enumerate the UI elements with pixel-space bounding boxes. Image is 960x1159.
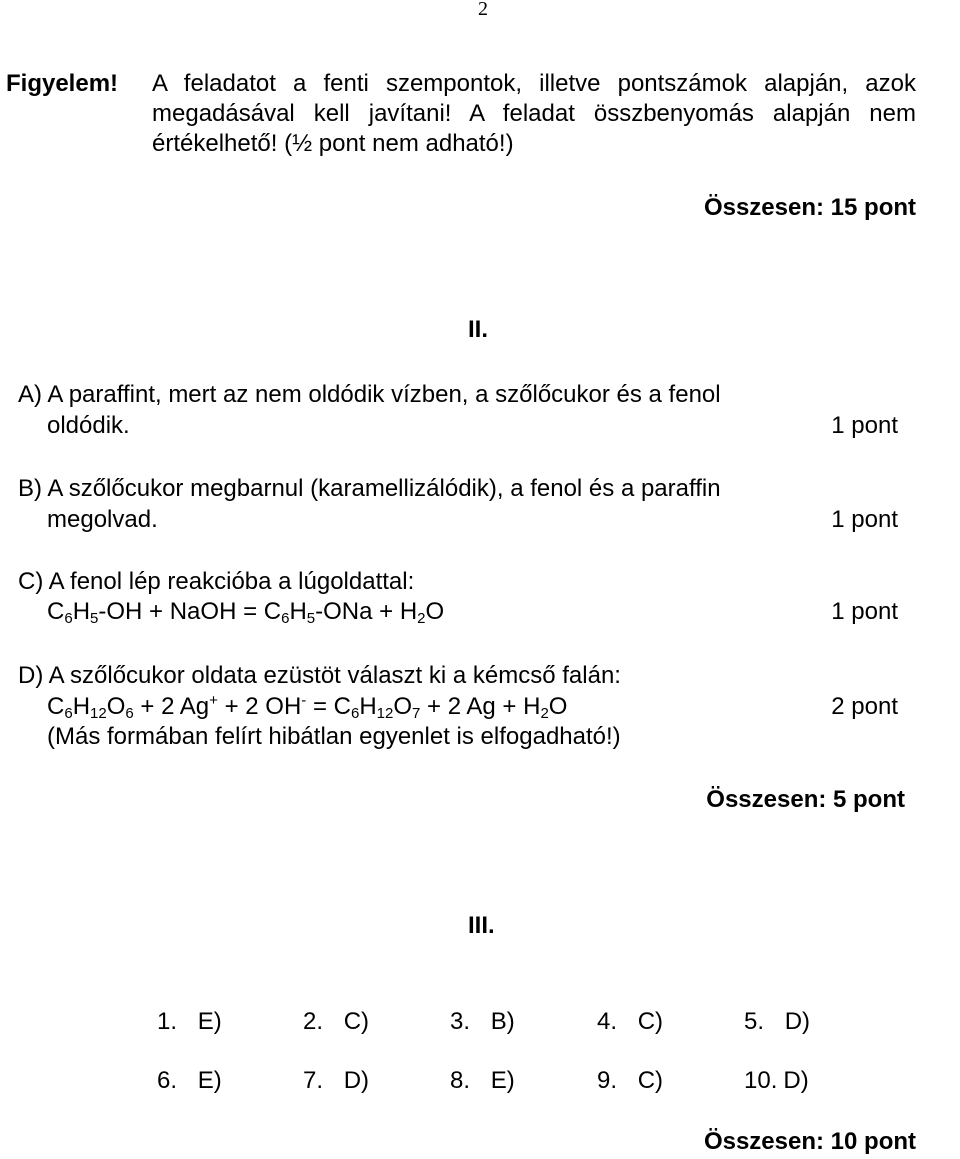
answer-letter: E) — [197, 1067, 222, 1094]
eq-c-part: -OH + NaOH = C — [98, 598, 282, 625]
answer-num: 6. — [157, 1067, 178, 1094]
page-number: 2 — [478, 0, 488, 20]
answer-d-equation — [47, 692, 567, 722]
answer-b-line-1: B) A szőlőcukor megbarnul (karamellizálódik), a fenol és a paraffin — [18, 475, 721, 502]
answer-b-line-2: megolvad. — [47, 506, 158, 533]
eq-d-sub: 6 — [350, 705, 360, 722]
eq-d-sub: 2 — [540, 705, 549, 722]
eq-c-part: -ONa + H — [315, 598, 418, 625]
eq-d-part: H — [72, 693, 91, 720]
answer-num: 4. — [597, 1008, 618, 1035]
notice-label: Figyelem! — [6, 70, 119, 97]
answer-letter: D) — [783, 1067, 809, 1094]
eq-d-part: O — [106, 693, 126, 720]
eq-c-part: O — [425, 598, 445, 625]
answer-item — [303, 1066, 369, 1096]
eq-c-sub: 6 — [64, 610, 73, 627]
answer-item — [157, 1007, 222, 1037]
answer-letter: E) — [490, 1067, 515, 1094]
answer-letter: C) — [637, 1067, 664, 1094]
answer-letter: B) — [490, 1008, 515, 1035]
eq-d-sub: 12 — [376, 705, 394, 722]
answer-d-points: 2 pont — [831, 693, 898, 720]
notice-line-3: értékelhető! (½ pont nem adható!) — [152, 130, 514, 157]
eq-d-part: + 2 Ag — [133, 693, 210, 720]
answer-num: 2. — [303, 1008, 324, 1035]
eq-d-part: H — [359, 693, 377, 720]
answer-a-line-1: A) A paraffint, mert az nem oldódik vízben, a szőlőcukor és a fenol — [18, 381, 721, 408]
notice-line-2: megadásával kell javítani! A feladat összbenyomás alapján nem — [152, 100, 916, 127]
answer-num: 3. — [450, 1008, 471, 1035]
answer-item — [157, 1066, 222, 1096]
answer-d-line-1: D) A szőlőcukor oldata ezüstöt választ ki a kémcső falán: — [18, 662, 621, 689]
answer-item — [597, 1007, 663, 1037]
answer-item — [450, 1066, 515, 1096]
eq-d-part: C — [47, 693, 65, 720]
answer-b-points: 1 pont — [831, 506, 898, 533]
eq-d-part: = C — [306, 693, 351, 720]
eq-d-sup: - — [301, 692, 307, 709]
eq-c-sub: 2 — [417, 610, 426, 627]
answer-num: 9. — [597, 1067, 618, 1094]
eq-d-part: O — [548, 693, 568, 720]
total-10-points: Összesen: 10 pont — [703, 1128, 916, 1155]
answer-num: 7. — [303, 1067, 324, 1094]
section-3-heading: III. — [468, 912, 495, 939]
answer-num: 10. — [744, 1067, 778, 1094]
eq-d-sub: 12 — [90, 705, 107, 722]
answer-a-line-2: oldódik. — [47, 412, 130, 439]
answer-item — [597, 1066, 663, 1096]
answer-letter: E) — [197, 1008, 222, 1035]
answer-num: 5. — [744, 1008, 765, 1035]
eq-c-part: H — [72, 598, 91, 625]
eq-c-sub: 6 — [281, 610, 290, 627]
total-5-points: Összesen: 5 pont — [706, 786, 905, 813]
answer-num: 1. — [157, 1008, 178, 1035]
answer-item — [450, 1007, 515, 1037]
answer-d-line-3: (Más formában felírt hibátlan egyenlet is elfogadható!) — [47, 723, 621, 750]
answer-letter: D) — [784, 1008, 811, 1035]
answer-item — [744, 1066, 809, 1096]
eq-d-sub: 7 — [412, 705, 421, 722]
answer-letter: C) — [343, 1008, 370, 1035]
total-15-points: Összesen: 15 pont — [703, 194, 916, 221]
answer-item — [744, 1007, 810, 1037]
answer-c-line-1: C) A fenol lép reakcióba a lúgoldattal: — [18, 568, 415, 595]
answer-num: 8. — [450, 1067, 471, 1094]
eq-c-sub: 5 — [90, 610, 99, 627]
section-2-heading: II. — [468, 316, 489, 343]
answer-item — [303, 1007, 369, 1037]
answer-letter: C) — [637, 1008, 664, 1035]
eq-c-part: C — [47, 598, 65, 625]
eq-c-part: H — [289, 598, 307, 625]
eq-d-sub: 6 — [125, 705, 134, 722]
notice-line-1: A feladatot a fenti szempontok, illetve pontszámok alapján, azok — [152, 70, 916, 97]
eq-c-sub: 5 — [306, 610, 316, 627]
eq-d-sub: 6 — [64, 705, 73, 722]
answer-c-equation — [47, 597, 444, 627]
eq-d-part: + 2 OH — [217, 693, 302, 720]
eq-d-part: + 2 Ag + H — [420, 693, 541, 720]
eq-d-sup: + — [209, 692, 218, 709]
answer-c-points: 1 pont — [831, 598, 898, 625]
eq-d-part: O — [393, 693, 413, 720]
answer-letter: D) — [343, 1067, 370, 1094]
answer-a-points: 1 pont — [831, 412, 898, 439]
